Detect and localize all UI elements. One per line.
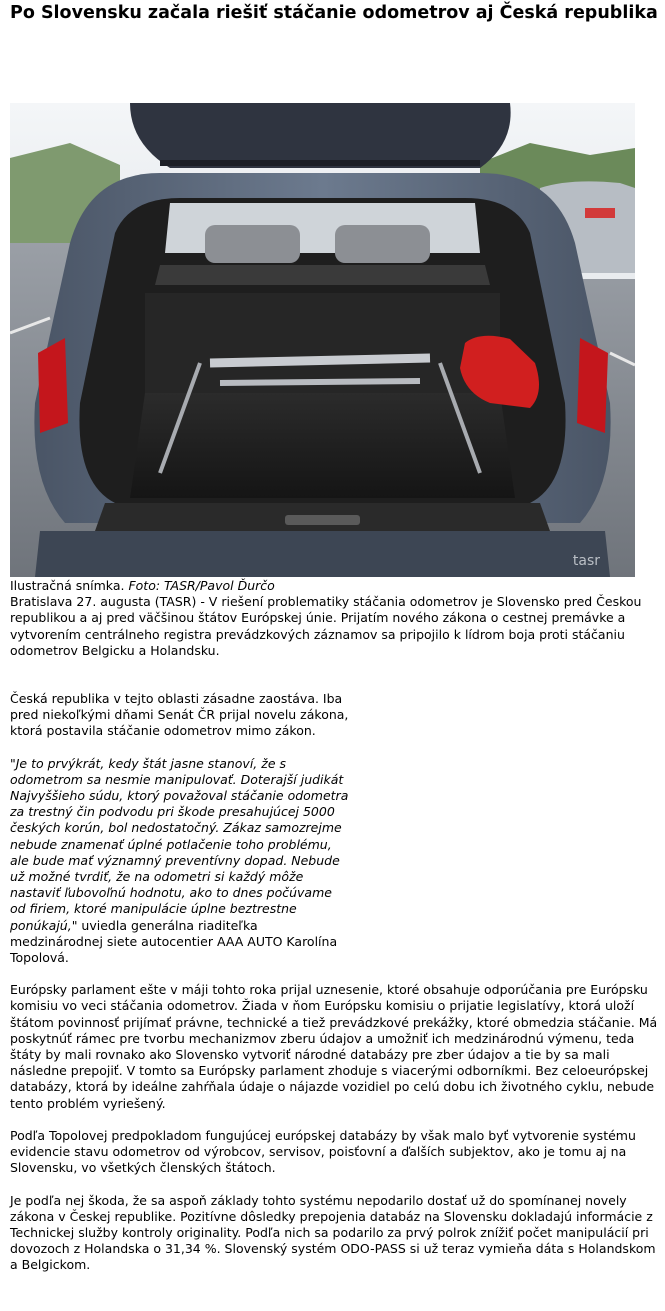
photo-watermark: tasr <box>572 553 600 569</box>
paragraph-5: Podľa Topolovej predpokladom fungujúcej európskej databázy by však malo byť vytvorenie systému evidencie stavu odometrov od výrobcov, servisov, poisťovní a ďalších subjektov, ako je tomu aj na Slovensku, vo všetkých členských štátoch. <box>10 1127 636 1176</box>
paragraph-6: Je podľa nej škoda, že sa aspoň základy tohto systému nepodarilo dostať už do spomínanej novely zákona v Českej republike. Pozitívne dôsledky prepojenia databáz na Slovensku dokladajú informácie z Technickej služby kontroly originality. Podľa nich sa podarilo za prvý polrok znížiť počet manipulácií pri dovozoch z Holandska o 31,34 %. Slovenský systém ODO-PASS si už teraz vymieňa dáta s Holandskom a Belgickom. <box>10 1192 656 1273</box>
caption-label: Ilustračná snímka. <box>10 578 125 593</box>
car-trunk-illustration <box>10 103 635 577</box>
paragraph-quote <box>10 756 350 967</box>
paragraph-4: Európsky parlament ešte v máji tohto roka prijal uznesenie, ktoré obsahuje odporúčania pre Európsku komisiu vo veci stáčania odometrov. Žiada v ňom Európsku komisiu o prijatie legislatívy, ktorá uloží štátom povinnosť prijímať právne, technické a tiež prevádzkové prekážky, ktoré obmedzia stáčanie. Má poskytnúť rámec pre tvorbu mechanizmov zberu údajov a umožniť ich medzinárodnú výmenu, teda štáty by mali rovnako ako Slovensko vytvoriť národné databázy pre zber údajov a tie by sa mali následne prepojiť. V tomto sa Európsky parlament zhoduje s viacerými odborníkmi. Bez celoeurópskej databázy, ktorá by ideálne zahŕňala údaje o nájazde vozidiel po celú dobu ich životného cyklu, nebude tento problém vyriešený. <box>10 982 658 1111</box>
article-body <box>10 578 660 1274</box>
paragraph-2: Česká republika v tejto oblasti zásadne zaostáva. Iba pred niekoľkými dňami Senát ČR prijal novelu zákona, ktorá postavila stáčanie odometrov mimo zákon. <box>10 691 349 739</box>
article-photo <box>10 103 635 577</box>
quote-text: "Je to prvýkrát, kedy štát jasne stanoví, že s odometrom sa nesmie manipulovať. Doterajší judikát Najvyššieho súdu, ktorý považoval stáčanie odometra za trestný čin podvodu pri škode presahujúcej 5000 českých korún, bol nedostatočný. Zákaz samozrejme nebude znamenať úplné potlačenie toho problému, ale bude mať významný preventívny dopad. Nebude už možné tvrdiť, že na odometri si každý môže nastaviť ľubovoľnú hodnotu, ako to dnes počúvame od firiem, ktoré manipulácie úplne beztrestne ponúkajú," <box>10 755 349 933</box>
caption-credit: Foto: TASR/Pavol Ďurčo <box>128 578 275 593</box>
quote-attribution: uviedla generálna riaditeľka medzinárodnej siete autocentier AAA AUTO Karolína Topolová. <box>10 917 338 966</box>
paragraph-lead: Bratislava 27. augusta (TASR) - V riešení problematiky stáčania odometrov je Slovensko pred Českou republikou a aj pred väčšinou štátov Európskej únie. Prijatím nového zákona o cestnej premávke a vytvorením centrálneho registra prevádzkových záznamov sa pripojilo k lídrom boja proti stáčaniu odometrov Belgicku a Holandsku. <box>10 594 642 658</box>
article-title: Po Slovensku začala riešiť stáčanie odometrov aj Česká republika <box>10 3 658 23</box>
photo-caption <box>10 578 660 594</box>
